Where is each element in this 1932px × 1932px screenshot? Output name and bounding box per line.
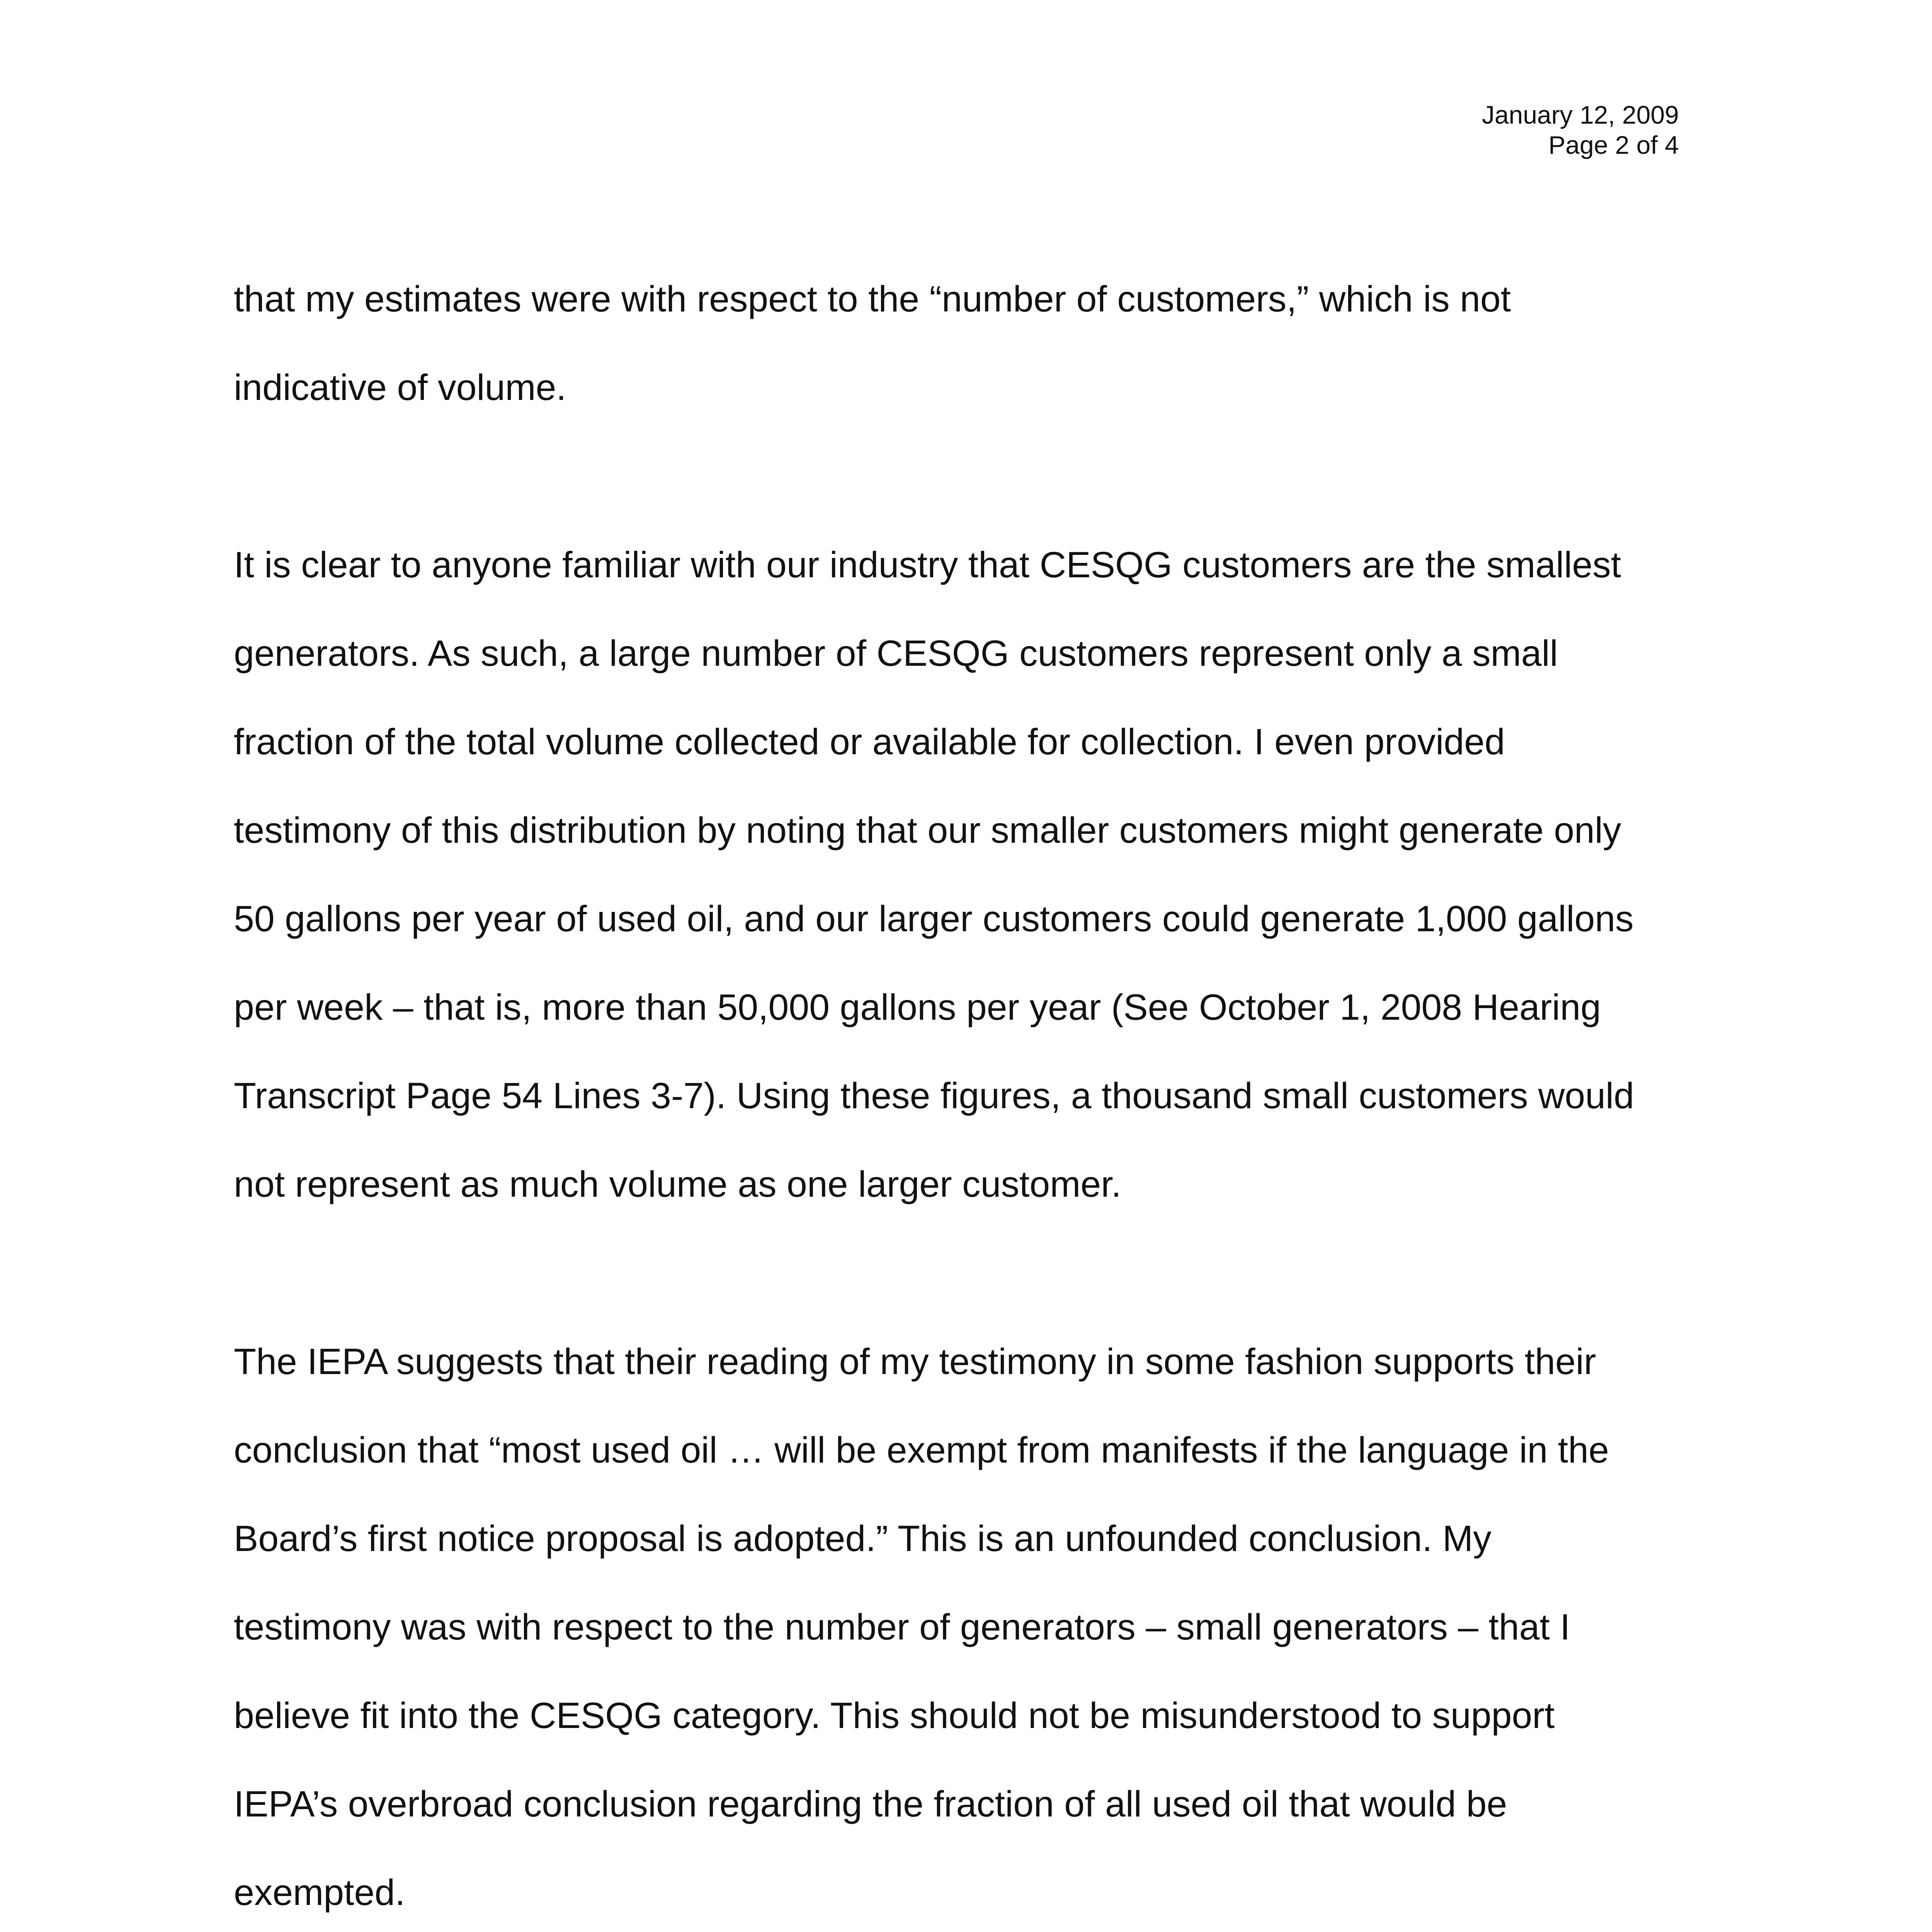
header-page-number: Page 2 of 4 <box>1548 131 1679 159</box>
text-line: indicative of volume. <box>234 367 566 408</box>
paragraph-3 <box>234 1318 1733 1932</box>
text-line: The IEPA suggests that their reading of my testimony in some fashion supports their <box>234 1341 1596 1382</box>
text-line: per week – that is, more than 50,000 gallons per year (See October 1, 2008 Hearing <box>234 987 1601 1028</box>
text-line: fraction of the total volume collected or available for collection. I even provided <box>234 721 1505 762</box>
text-line: 50 gallons per year of used oil, and our larger customers could generate 1,000 gallons <box>234 898 1634 939</box>
text-line: testimony of this distribution by noting that our smaller customers might generate only <box>234 810 1621 851</box>
text-line: believe fit into the CESQG category. This should not be misunderstood to support <box>234 1695 1555 1736</box>
header-date: January 12, 2009 <box>1481 100 1679 129</box>
text-line: generators. As such, a large number of CESQG customers represent only a small <box>234 633 1558 674</box>
letter-body <box>234 255 1733 1932</box>
text-line: It is clear to anyone familiar with our industry that CESQG customers are the smallest <box>234 544 1621 585</box>
text-line: conclusion that “most used oil … will be exempt from manifests if the language in the <box>234 1430 1609 1471</box>
text-line: Transcript Page 54 Lines 3-7). Using these figures, a thousand small customers would <box>234 1075 1634 1116</box>
text-line: Board’s first notice proposal is adopted.” This is an unfounded conclusion. My <box>234 1518 1492 1559</box>
text-line: that my estimates were with respect to the “number of customers,” which is not <box>234 279 1511 320</box>
text-line: testimony was with respect to the number of generators – small generators – that I <box>234 1607 1570 1648</box>
text-line: IEPA’s overbroad conclusion regarding the fraction of all used oil that would be <box>234 1784 1507 1825</box>
text-line: exempted. <box>234 1872 405 1913</box>
text-line: not represent as much volume as one larger customer. <box>234 1164 1121 1205</box>
page-header <box>1482 100 1679 160</box>
paragraph-2 <box>234 521 1733 1229</box>
paragraph-1 <box>234 255 1733 432</box>
